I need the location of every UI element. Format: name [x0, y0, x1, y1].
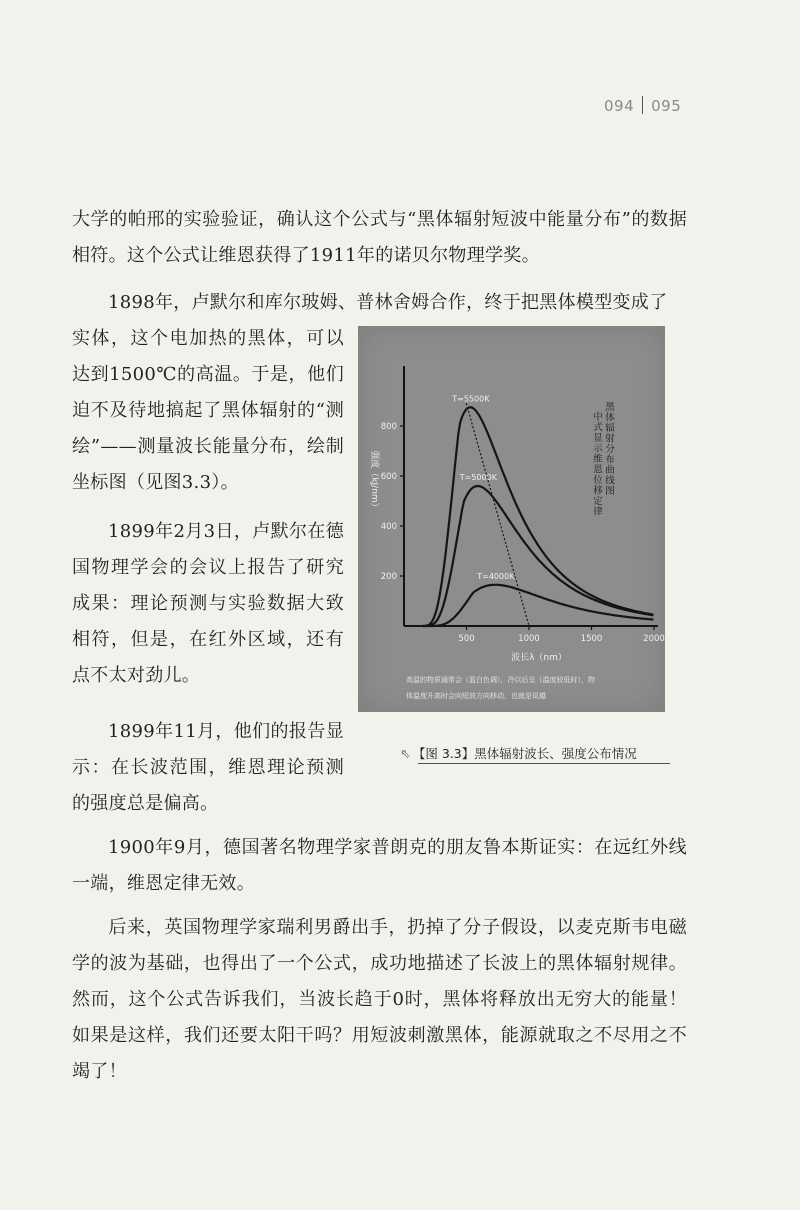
side-title-char-b-7: 移 — [593, 485, 603, 497]
page-numbers — [604, 96, 714, 115]
paragraph-6: 后来，英国物理学家瑞利男爵出手，扔掉了分子假设，以麦克斯韦电磁学的波为基础，也得出了一个公式，成功地描述了长波上的黑体辐射规律。然而，这个公式告诉我们，当波长趋于0时，黑体将释放出无穷大的能量！如果是这样，我们还要太阳干吗？用短波刺激黑体，能源就取之不尽用之不竭了！ — [72, 917, 687, 1082]
y-tick-label-3: 800 — [380, 422, 397, 432]
x-axis-label: 波长λ（nm） — [511, 653, 567, 663]
y-tick-label-0: 200 — [380, 572, 397, 582]
side-title-char-b-8: 定 — [593, 496, 603, 507]
x-tick-label-3: 2000 — [643, 634, 665, 644]
side-title-char-a-1: 体 — [605, 412, 615, 424]
wien-displacement-line — [466, 403, 529, 626]
y-tick-label-1: 400 — [380, 522, 397, 532]
paragraph-3: 1899年2月3日，卢默尔在德国物理学会的会议上报告了研究成果：理论预测与实验数据大致相符，但是，在红外区域，还有点不太对劲儿。 — [72, 521, 344, 686]
side-title-char-a-8: 图 — [605, 486, 615, 497]
caption-text: 黑体辐射波长、强度公布情况 — [474, 746, 637, 761]
side-title-char-b-2: 显 — [593, 433, 603, 444]
paragraph-2-first-line: 1898年，卢默尔和库尔玻姆、普林舍姆合作，终于把黑体模型变成了 — [108, 292, 668, 313]
side-title-char-b-0: 中 — [593, 412, 603, 423]
side-title-char-b-6: 位 — [593, 475, 603, 486]
paragraph-1: 大学的帕邢的实验验证，确认这个公式与“黑体辐射短波中能量分布”的数据相符。这个公式让维恩获得了1911年的诺贝尔物理学奖。 — [72, 209, 687, 266]
side-title-char-b-3: 示 — [593, 443, 603, 455]
side-title-char-a-6: 曲 — [605, 465, 615, 476]
series-label-1: T=5000K — [459, 473, 497, 482]
side-title-char-a-0: 黑 — [605, 402, 615, 413]
caption-underline — [418, 763, 670, 764]
x-tick-label-1: 1000 — [518, 634, 540, 644]
side-title-char-a-4: 分 — [605, 444, 615, 455]
caption-label: 【图 3.3】 — [412, 746, 475, 761]
page-number-divider — [642, 96, 643, 114]
side-title-char-b-5: 恩 — [593, 464, 603, 476]
figure-note-line-1: 高温的物质通常会（蓝白色调），冷以后呈（温度较低时），物 — [406, 676, 595, 684]
y-tick-label-2: 600 — [380, 472, 397, 482]
side-title-char-a-2: 辐 — [605, 423, 615, 434]
x-tick-label-2: 1500 — [580, 634, 603, 644]
blackbody-chart — [358, 326, 665, 712]
series-label-2: T=4000K — [477, 571, 515, 581]
paragraph-5: 1900年9月，德国著名物理学家普朗克的朋友鲁本斯证实：在远红外线一端，维恩定律无效。 — [72, 837, 687, 894]
figure-caption — [400, 744, 680, 762]
y-axis-label: 强度（kJ/nm） — [369, 450, 379, 512]
page-number-right: 095 — [651, 97, 682, 115]
x-tick-label-0: 500 — [458, 634, 475, 644]
page-number-left: 094 — [604, 97, 635, 115]
paragraph-4: 1899年11月，他们的报告显示：在长波范围，维恩理论预测的强度总是偏高。 — [72, 721, 344, 814]
side-title-char-a-7: 线 — [605, 475, 615, 487]
series-curve-1 — [423, 486, 654, 626]
blackbody-figure — [358, 326, 665, 712]
side-title-char-b-4: 维 — [593, 454, 603, 465]
side-title-char-b-1: 式 — [593, 422, 603, 434]
series-curve-0 — [423, 407, 654, 626]
series-label-0: T=5500K — [452, 394, 490, 404]
paragraph-2-rest: 实体，这个电加热的黑体，可以达到1500℃的高温。于是，他们迫不及待地搞起了黑体辐射的“测绘”——测量波长能量分布，绘制坐标图（见图3.3）。 — [72, 328, 344, 493]
side-title-char-b-9: 律 — [593, 506, 603, 518]
side-title-char-a-3: 射 — [605, 433, 615, 445]
figure-note-line-2: 体温度升高时会向短波方向移动，也就是说越 — [406, 692, 546, 700]
series-curve-2 — [423, 585, 654, 626]
side-title-char-a-5: 布 — [605, 454, 615, 466]
corner-arrow-icon: ⇖ — [400, 747, 411, 762]
